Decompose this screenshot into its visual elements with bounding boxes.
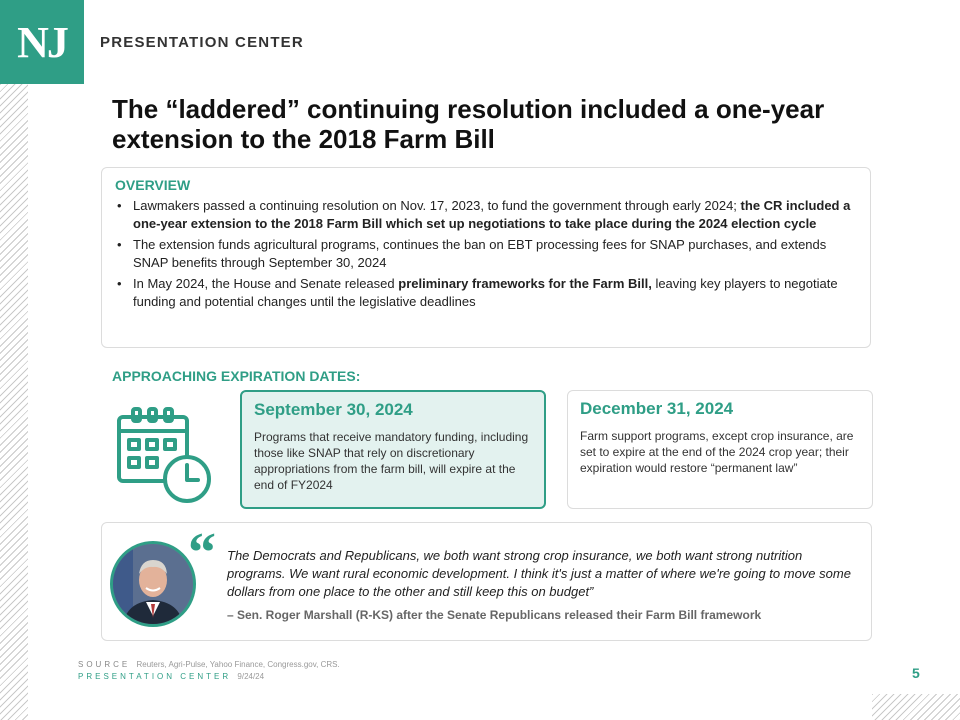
decorative-stripes-bottom-right xyxy=(872,694,960,720)
card-text: Programs that receive mandatory funding, including those like SNAP that rely on discretionary appropriations from the farm bill, will expire at the end of FY2024 xyxy=(254,430,529,492)
overview-list xyxy=(115,197,860,314)
card-text: Farm support programs, except crop insurance, are set to expire at the end of the 2024 crop year; their expiration would restore “permanent law” xyxy=(580,429,854,475)
source-text: Reuters, Agri-Pulse, Yahoo Finance, Congress.gov, CRS. xyxy=(136,660,340,669)
overview-heading: OVERVIEW xyxy=(115,177,191,193)
overview-bullet: • The extension funds agricultural programs, continues the ban on EBT processing fees for SNAP purchases, and extends SNAP benefits through September 30, 2024 xyxy=(115,236,860,272)
footer-date: 9/24/24 xyxy=(237,672,265,681)
slide-title: The “laddered” continuing resolution included a one-year extension to the 2018 Farm Bill xyxy=(112,94,825,154)
source-label: SOURCE xyxy=(78,660,131,669)
quote-attribution: – Sen. Roger Marshall (R-KS) after the Senate Republicans released their Farm Bill framework xyxy=(227,608,762,622)
quote-text: The Democrats and Republicans, we both want strong crop insurance, we both want strong nutrition programs. We want rural economic development. I think it's just a matter of where we're going to move some dollars from one place to the other and still keep this on budget” xyxy=(227,548,851,599)
presentation-center-label: PRESENTATION CENTER xyxy=(78,672,232,681)
expiration-card-dec xyxy=(567,390,873,509)
expiration-card-sept xyxy=(240,390,546,509)
speaker-portrait-illustration xyxy=(113,544,193,624)
page-number: 5 xyxy=(912,665,920,681)
quote-box xyxy=(101,522,872,641)
card-date: December 31, 2024 xyxy=(580,399,734,418)
nj-logo: NJ xyxy=(0,0,84,84)
overview-box xyxy=(101,167,871,348)
calendar-clock-icon xyxy=(115,405,215,505)
decorative-stripes-left xyxy=(0,84,28,720)
overview-bullet: • Lawmakers passed a continuing resolution on Nov. 17, 2023, to fund the government through early 2024; the CR included a one-year extension to the 2018 Farm Bill which set up negotiations to take place during the 2024 election cycle xyxy=(115,197,860,233)
overview-bullet: • In May 2024, the House and Senate released preliminary frameworks for the Farm Bill, leaving key players to negotiate funding and potential changes until the legislative deadlines xyxy=(115,275,860,311)
speaker-photo xyxy=(110,541,196,627)
quote-mark-icon: “ xyxy=(188,522,216,584)
card-date: September 30, 2024 xyxy=(254,400,413,419)
expiration-heading: APPROACHING EXPIRATION DATES: xyxy=(112,368,361,384)
footer-source xyxy=(78,660,340,669)
brand-title: PRESENTATION CENTER xyxy=(100,34,304,51)
footer-center xyxy=(78,672,264,681)
